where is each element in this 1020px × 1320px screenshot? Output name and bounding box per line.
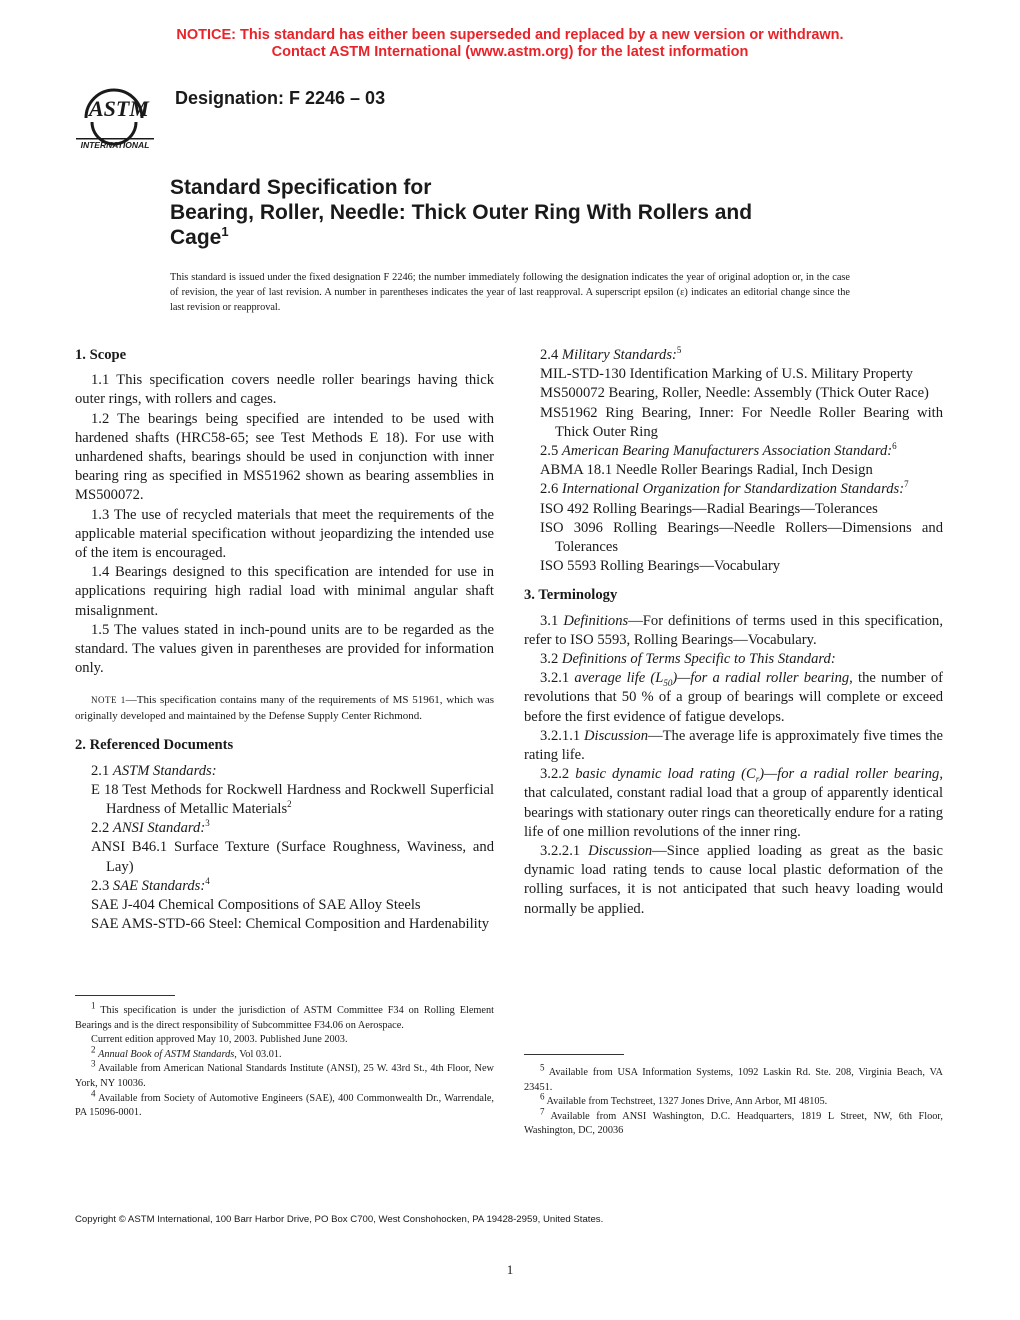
footnotes-right (524, 1062, 943, 1139)
note-text: —This specification contains many of the requirements of MS 51961, which was originally developed and maintained by the Defense Supply Center Richmond. (75, 694, 494, 723)
astm-logo (66, 76, 162, 152)
subsection-2-2 (75, 819, 494, 838)
footnote-mark: 3 (205, 818, 210, 829)
footnote-4 (75, 1088, 494, 1121)
subsection-number: 2.5 (540, 443, 559, 460)
reference-iso-3096: ISO 3096 Rolling Bearings—Needle Rollers—Dimensions and Tolerances (540, 519, 943, 556)
subsection-title: ANSI Standard: (112, 820, 206, 837)
footnote-text: Available from USA Information Systems, 1092 Laskin Rd. Ste. 208, Virginia Beach, VA 23451. (524, 1067, 943, 1093)
discussion-label: Discussion (583, 727, 649, 744)
note-label: NOTE 1 (91, 695, 126, 706)
subsection-title: American Bearing Manufacturers Association Standard: (561, 443, 893, 460)
designation: Designation: F 2246 – 03 (175, 88, 386, 108)
paragraph-1-5: 1.5 The values stated in inch-pound units are to be regarded as the standard. The values given in parentheses are provided for information only. (75, 621, 494, 677)
paragraph-3-2 (524, 650, 943, 669)
paragraph-number: 3.2.1.1 (540, 727, 581, 744)
note-1 (75, 692, 494, 724)
definition-text: , the number of revolutions that 50 % of a group of bearings will complete or exceed before the first evidence of fatigue develops. (524, 670, 943, 725)
logo-subtext: INTERNATIONAL (80, 140, 150, 150)
footnote-italic: Annual Book of ASTM Standards (98, 1048, 235, 1060)
footnote-mark: 5 (540, 1062, 545, 1073)
footnote-text: Available from Techstreet, 1327 Jones Drive, Ann Arbor, MI 48105. (546, 1096, 828, 1108)
footnote-text: Available from ANSI Washington, D.C. Headquarters, 1819 L Street, NW, 6th Floor, Washington, DC, 20036 (524, 1110, 943, 1137)
reference-sae-ams: SAE AMS-STD-66 Steel: Chemical Composition and Hardenability (91, 916, 490, 933)
title-line-3: Cage (170, 226, 222, 249)
footnote-7 (524, 1106, 943, 1139)
section-heading-referenced-documents: 2. Referenced Documents (75, 737, 234, 754)
section-heading-terminology: 3. Terminology (524, 587, 618, 604)
subsection-title: ASTM Standards: (112, 762, 217, 779)
footnote-text: Available from American National Standards Institute (ANSI), 25 W. 43rd St., 4th Floor, New York, NY 10036. (75, 1063, 494, 1089)
subsection-title: Military Standards: (561, 347, 677, 363)
footnote-1-edition: Current edition approved May 10, 2003. Published June 2003. (91, 1034, 348, 1046)
page-number: 1 (506, 1262, 514, 1277)
subsection-number: 2.4 (540, 347, 559, 363)
paragraph-number: 3.2 (540, 651, 559, 668)
reference-e18 (75, 781, 494, 819)
notice-line-1: NOTICE: This standard has either been superseded and replaced by a new version or withdrawn. (176, 27, 844, 43)
subsection-2-5 (524, 442, 943, 461)
subsection-2-4 (524, 346, 943, 365)
discussion-label: Discussion (588, 843, 653, 860)
footnote-3 (75, 1058, 494, 1091)
issuance-statement: This standard is issued under the fixed designation F 2246; the number immediately following the designation indicates the year of original adoption or, in the case of revision, the year of last revision. A number in parentheses indicates the year of last reapproval. A superscript epsilon (ε) indicates an editorial change since the last revision or reapproval. (170, 272, 850, 313)
footnote-mark: 1 (91, 1000, 96, 1011)
title-line-2: Bearing, Roller, Needle: Thick Outer Ring With Rollers and (170, 201, 753, 224)
subsection-number: 2.1 (91, 762, 110, 779)
footnote-mark: 5 (676, 345, 682, 356)
defined-term (574, 670, 850, 689)
term-subscript: r (755, 774, 760, 785)
reference-iso-5593: ISO 5593 Rolling Bearings—Vocabulary (540, 558, 781, 575)
paragraph-1-2: 1.2 The bearings being specified are intended to be used with hardened shafts (HRC58-65; see Test Methods E 18). For use with unhardened shafts, bearings should be used in conjunction with inner bearing ring as specified in MS51962 shown as bearing assemblies in MS500072. (75, 410, 494, 504)
left-column (75, 346, 494, 934)
subsection-number: 2.6 (540, 481, 559, 498)
footnotes-left (75, 1000, 495, 1121)
paragraph-3-2-2 (524, 765, 943, 842)
reference-abma: ABMA 18.1 Needle Roller Bearings Radial, Inch Design (540, 462, 873, 479)
footnote-mark: 4 (91, 1088, 96, 1099)
discussion-text: —Since applied loading as great as the basic dynamic load rating tends to cause local plastic deformation of the rolling surfaces, it is not anticipated that such heavy loading would normally be applied. (524, 843, 943, 917)
definition-text: —For definitions of terms used in this specification, refer to ISO 5593, Rolling Bearings—Vocabulary. (524, 612, 943, 648)
reference-sae-j404: SAE J-404 Chemical Compositions of SAE Alloy Steels (91, 897, 421, 914)
reference-mil-std-130: MIL-STD-130 Identification Marking of U.S. Military Property (540, 366, 913, 383)
footnote-mark: 2 (287, 799, 292, 810)
discussion-text: —The average life is approximately five times the rating life. (524, 727, 943, 764)
paragraph-1-4: 1.4 Bearings designed to this specification are intended for use in applications requiring high radial load with minimal angular shaft misalignment. (75, 564, 494, 619)
footnote-text: Available from Society of Automotive Engineers (SAE), 400 Commonwealth Dr., Warrendale, PA 15096-0001. (75, 1092, 494, 1119)
paragraph-1-1: 1.1 This specification covers needle roller bearings having thick outer rings, with rollers and cages. (75, 372, 494, 408)
footnote-mark: 7 (540, 1106, 545, 1117)
term-part: basic dynamic load rating (C (575, 766, 756, 783)
section-heading-scope: 1. Scope (75, 347, 127, 363)
subsection-title: SAE Standards: (112, 877, 206, 894)
paragraph-number: 3.2.2.1 (540, 843, 581, 860)
reference-ms51962: MS51962 Ring Bearing, Inner: For Needle Roller Bearing with Thick Outer Ring (540, 404, 943, 440)
reference-ms500072: MS500072 Bearing, Roller, Needle: Assembly (Thick Outer Race) (540, 385, 929, 402)
term-part: )—for a radial roller bearing (759, 766, 940, 783)
defined-term: Definitions (563, 612, 629, 629)
subsection-title: International Organization for Standardization Standards: (561, 481, 905, 498)
notice-line-2: Contact ASTM International (www.astm.org) for the latest information (271, 44, 749, 60)
term-part: )—for a radial roller bearing (672, 670, 850, 687)
reference-iso-492: ISO 492 Rolling Bearings—Radial Bearings—Tolerances (540, 500, 878, 517)
paragraph-3-2-1-1 (524, 727, 943, 765)
withdrawal-notice (0, 27, 1020, 61)
paragraph-number: 3.2.2 (540, 766, 570, 783)
right-column (524, 346, 943, 919)
reference-text: E 18 Test Methods for Rockwell Hardness and Rockwell Superficial Hardness of Metallic Materials (91, 781, 494, 818)
subsection-2-6 (524, 480, 943, 499)
paragraph-number: 3.2.1 (540, 670, 570, 687)
subsection-2-3 (75, 877, 494, 896)
copyright-line: Copyright © ASTM International, 100 Barr Harbor Drive, PO Box C700, West Conshohocken, PA 19428-2959, United States. (75, 1214, 604, 1225)
term-part: average life (L (574, 670, 664, 687)
paragraph-1-3: 1.3 The use of recycled materials that meet the requirements of the applicable material specification without jeopardizing the intended use of the item is encouraged. (75, 506, 494, 562)
subsection-2-1 (75, 762, 494, 781)
footnote-5 (524, 1062, 943, 1095)
subsection-number: 2.3 (91, 877, 110, 894)
footnote-mark: 7 (904, 479, 909, 490)
paragraph-3-2-2-1 (524, 842, 943, 919)
footnote-mark: 3 (91, 1058, 96, 1069)
paragraph-number: 3.1 (540, 612, 559, 629)
defined-term (575, 766, 940, 785)
footnote-text: , Vol 03.01. (234, 1048, 282, 1060)
footnote-2 (75, 1044, 494, 1063)
definition-text: , that calculated, constant radial load that a group of apparently identical bearings with stationary outer rings can theoretically endure for a rating life of one million revolutions of the inner ring. (524, 766, 944, 840)
logo-text: ASTM (89, 96, 149, 121)
footnote-text: This specification is under the jurisdiction of ASTM Committee F34 on Rolling Element Bearings and is the direct responsibility of Subcommittee F34.06 on Aerospace. (75, 1005, 495, 1031)
defined-term: Definitions of Terms Specific to This Standard: (561, 651, 836, 668)
paragraph-3-2-1 (524, 669, 943, 727)
footnote-rule-right (524, 1054, 624, 1055)
subsection-number: 2.2 (91, 820, 110, 837)
footnote-mark: 6 (540, 1091, 545, 1102)
footnote-mark: 6 (892, 441, 897, 452)
title-footnote-mark: 1 (221, 224, 229, 239)
footnote-mark: 2 (91, 1044, 96, 1055)
title-line-1: Standard Specification for (170, 176, 432, 199)
footnote-mark: 4 (205, 876, 210, 887)
term-subscript: 50 (663, 678, 673, 689)
footnote-1 (75, 1000, 495, 1033)
footnote-rule-left (75, 995, 175, 996)
footnote-6 (524, 1091, 943, 1110)
reference-ansi: ANSI B46.1 Surface Texture (Surface Roughness, Waviness, and Lay) (91, 839, 494, 875)
paragraph-3-1 (524, 612, 943, 650)
document-title (170, 175, 890, 250)
